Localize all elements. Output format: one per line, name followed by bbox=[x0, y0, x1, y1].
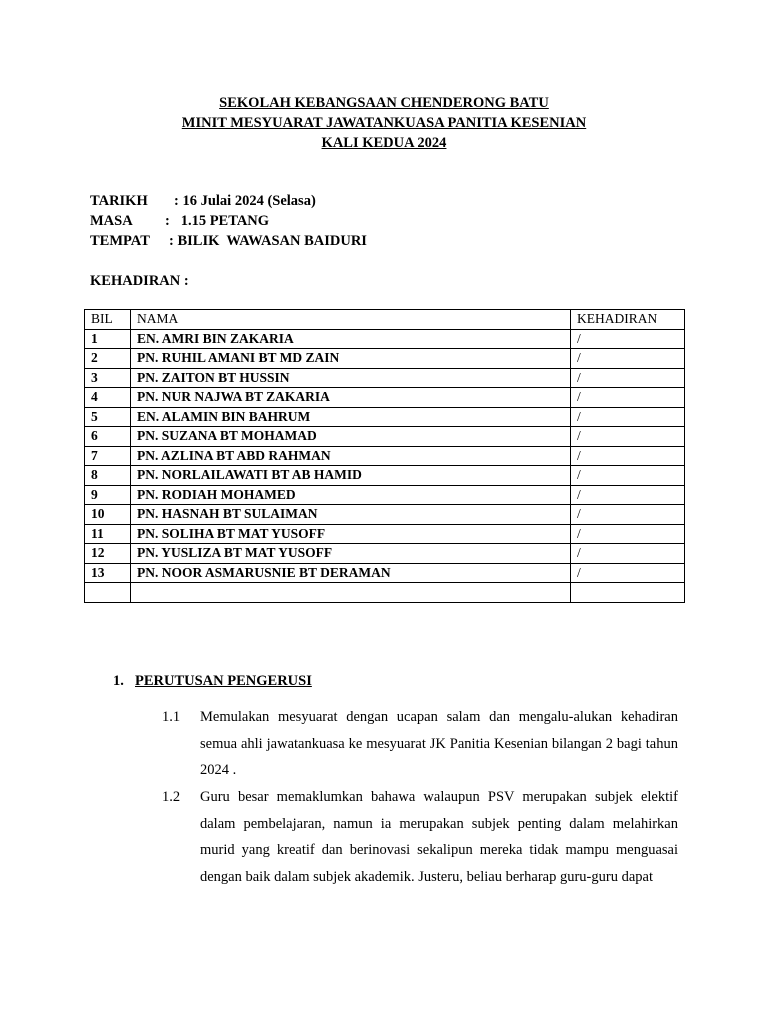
header-nama: NAMA bbox=[131, 310, 571, 330]
section-item-1-1 bbox=[162, 704, 678, 784]
row-bil: 2 bbox=[85, 349, 131, 369]
row-nama: PN. ZAITON BT HUSSIN bbox=[131, 368, 571, 388]
section-1-number: 1. bbox=[113, 673, 124, 689]
masa-label: MASA bbox=[90, 213, 133, 229]
table-row bbox=[85, 446, 685, 466]
row-bil: 11 bbox=[85, 524, 131, 544]
header-bil: BIL bbox=[85, 310, 131, 330]
row-kehadiran: / bbox=[571, 446, 685, 466]
table-row bbox=[85, 388, 685, 408]
section-item-1-2 bbox=[162, 784, 678, 890]
table-row bbox=[85, 505, 685, 525]
table-row bbox=[85, 563, 685, 583]
table-row bbox=[85, 329, 685, 349]
row-bil: 3 bbox=[85, 368, 131, 388]
row-nama: PN. SUZANA BT MOHAMAD bbox=[131, 427, 571, 447]
tempat-value: : BILIK WAWASAN BAIDURI bbox=[169, 233, 367, 249]
session-title: KALI KEDUA 2024 bbox=[321, 135, 447, 151]
row-bil: 12 bbox=[85, 544, 131, 564]
item-text: Guru besar memaklumkan bahawa walaupun PSV merupakan subjek elektif dalam pembelajaran, namun ia merupakan subjek penting dalam melahirkan murid yang kreatif dan berinovasi sekalipun mereka tidak mampu menguasai dengan baik dalam subjek akademik. Justeru, beliau berharap guru-guru dapat bbox=[200, 789, 678, 885]
row-kehadiran: / bbox=[571, 485, 685, 505]
row-nama: PN. RUHIL AMANI BT MD ZAIN bbox=[131, 349, 571, 369]
item-number: 1.2 bbox=[162, 789, 181, 805]
row-nama: PN. NOOR ASMARUSNIE BT DERAMAN bbox=[131, 563, 571, 583]
tarikh-line bbox=[90, 191, 316, 211]
tempat-line bbox=[90, 231, 367, 251]
row-kehadiran: / bbox=[571, 349, 685, 369]
row-bil: 1 bbox=[85, 329, 131, 349]
row-nama: PN. NORLAILAWATI BT AB HAMID bbox=[131, 466, 571, 486]
row-kehadiran bbox=[571, 583, 685, 603]
header-kehadiran: KEHADIRAN bbox=[571, 310, 685, 330]
row-kehadiran: / bbox=[571, 427, 685, 447]
row-bil: 10 bbox=[85, 505, 131, 525]
row-kehadiran: / bbox=[571, 505, 685, 525]
row-nama bbox=[131, 583, 571, 603]
row-nama: PN. HASNAH BT SULAIMAN bbox=[131, 505, 571, 525]
table-row bbox=[85, 524, 685, 544]
row-nama: PN. YUSLIZA BT MAT YUSOFF bbox=[131, 544, 571, 564]
row-bil bbox=[85, 583, 131, 603]
table-row bbox=[85, 407, 685, 427]
row-kehadiran: / bbox=[571, 544, 685, 564]
row-nama: EN. AMRI BIN ZAKARIA bbox=[131, 329, 571, 349]
row-nama: PN. NUR NAJWA BT ZAKARIA bbox=[131, 388, 571, 408]
item-text: Memulakan mesyuarat dengan ucapan salam dan mengalu-alukan kehadiran semua ahli jawatankuasa ke mesyuarat JK Panitia Kesenian bilangan 2 bagi tahun 2024 . bbox=[200, 709, 678, 778]
row-kehadiran: / bbox=[571, 329, 685, 349]
tarikh-label: TARIKH bbox=[90, 193, 148, 209]
section-1-title: PERUTUSAN PENGERUSI bbox=[135, 673, 312, 689]
table-row bbox=[85, 349, 685, 369]
table-row bbox=[85, 544, 685, 564]
row-nama: PN. SOLIHA BT MAT YUSOFF bbox=[131, 524, 571, 544]
row-bil: 13 bbox=[85, 563, 131, 583]
row-bil: 5 bbox=[85, 407, 131, 427]
section-1-heading bbox=[113, 673, 312, 690]
table-row bbox=[85, 466, 685, 486]
tarikh-value: : 16 Julai 2024 (Selasa) bbox=[174, 193, 316, 209]
table-row bbox=[85, 427, 685, 447]
row-nama: EN. ALAMIN BIN BAHRUM bbox=[131, 407, 571, 427]
row-kehadiran: / bbox=[571, 563, 685, 583]
masa-value: : 1.15 PETANG bbox=[165, 213, 270, 229]
row-kehadiran: / bbox=[571, 524, 685, 544]
row-nama: PN. AZLINA BT ABD RAHMAN bbox=[131, 446, 571, 466]
row-bil: 7 bbox=[85, 446, 131, 466]
row-bil: 4 bbox=[85, 388, 131, 408]
row-bil: 6 bbox=[85, 427, 131, 447]
masa-line bbox=[90, 211, 269, 231]
row-kehadiran: / bbox=[571, 407, 685, 427]
row-nama: PN. RODIAH MOHAMED bbox=[131, 485, 571, 505]
row-kehadiran: / bbox=[571, 388, 685, 408]
row-bil: 9 bbox=[85, 485, 131, 505]
school-name: SEKOLAH KEBANGSAAN CHENDERONG BATU bbox=[219, 95, 549, 111]
tempat-label: TEMPAT bbox=[90, 233, 150, 249]
row-bil: 8 bbox=[85, 466, 131, 486]
item-number: 1.1 bbox=[162, 709, 181, 725]
row-kehadiran: / bbox=[571, 368, 685, 388]
attendance-label: KEHADIRAN : bbox=[90, 273, 189, 289]
table-row bbox=[85, 368, 685, 388]
table-row bbox=[85, 583, 685, 603]
table-header-row bbox=[85, 310, 685, 330]
row-kehadiran: / bbox=[571, 466, 685, 486]
attendance-table bbox=[84, 309, 685, 603]
table-row bbox=[85, 485, 685, 505]
minutes-title: MINIT MESYUARAT JAWATANKUASA PANITIA KESENIAN bbox=[181, 115, 587, 131]
